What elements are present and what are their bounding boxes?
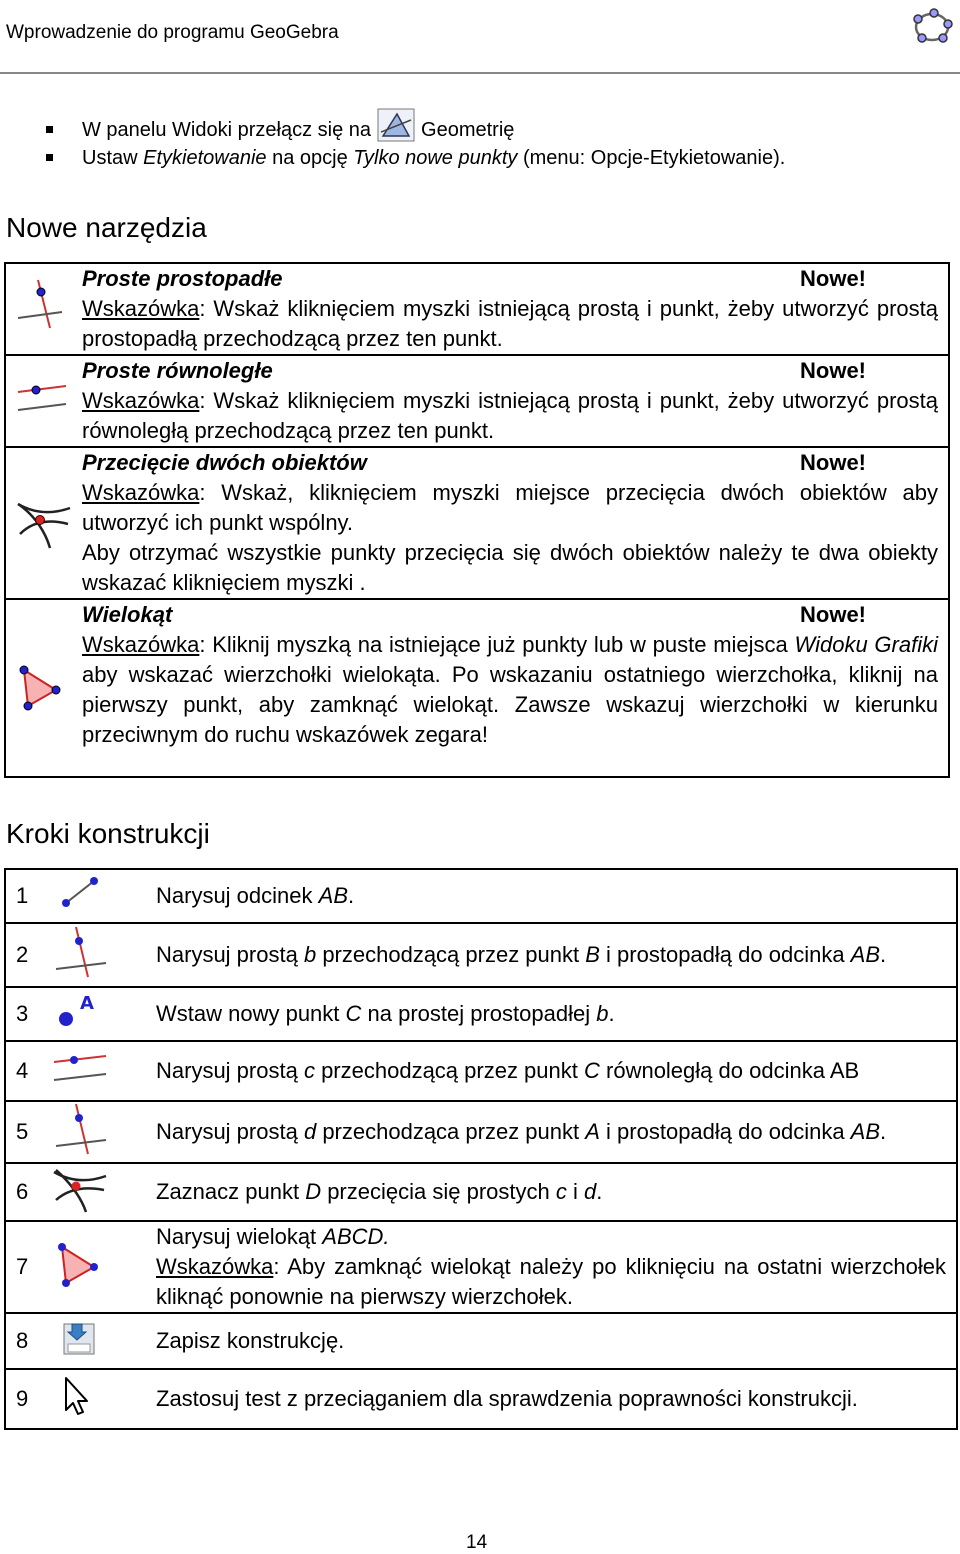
step-text: Zapisz konstrukcję. bbox=[156, 1313, 957, 1369]
tool-name: Przecięcie dwóch obiektów bbox=[82, 450, 367, 475]
step-number: 8 bbox=[5, 1313, 52, 1369]
tools-table bbox=[4, 262, 950, 778]
tools-heading: Nowe narzędzia bbox=[6, 212, 207, 243]
step-text: Narysuj prostą b przechodzącą przez punkt B i prostopadłą do odcinka AB. bbox=[156, 923, 957, 987]
hint-label: Wskazówka bbox=[82, 388, 200, 413]
new-badge: Nowe! bbox=[800, 602, 866, 627]
step-text: Narysuj prostą c przechodzącą przez punkt C równoległą do odcinka AB bbox=[156, 1041, 957, 1101]
page-number: 14 bbox=[466, 1532, 488, 1553]
step-number: 7 bbox=[5, 1221, 52, 1313]
new-point-icon bbox=[52, 987, 156, 1041]
tool-entry bbox=[6, 354, 948, 446]
header-title: Wprowadzenie do programu GeoGebra bbox=[6, 22, 339, 43]
perpendicular-line-icon bbox=[52, 1101, 156, 1163]
step-number: 9 bbox=[5, 1369, 52, 1429]
table-row bbox=[5, 1313, 957, 1369]
table-row bbox=[5, 1101, 957, 1163]
bullet-text: (menu: Opcje-Etykietowanie). bbox=[517, 147, 786, 169]
tool-name: Proste prostopadłe bbox=[82, 266, 283, 291]
new-badge: Nowe! bbox=[800, 358, 866, 383]
parallel-line-icon bbox=[52, 1041, 156, 1101]
hint-text: aby wskazać wierzchołki wielokąta. Po wskazaniu ostatniego wierzchołka, kliknij na pierwszy punkt, aby zamknąć wielokąt. Zawsze wskazuj wierzchołki w kierunku przeciwnym do ruchu wskazówek zegara! bbox=[82, 662, 938, 747]
hint-label: Wskazówka bbox=[82, 480, 200, 505]
svg-text:A: A bbox=[80, 993, 94, 1014]
step-text: Zastosuj test z przeciąganiem dla sprawdzenia poprawności konstrukcji. bbox=[156, 1369, 957, 1429]
step-number: 6 bbox=[5, 1163, 52, 1221]
hint-label: Wskazówka bbox=[82, 296, 200, 321]
step-text: Zaznacz punkt D przecięcia się prostych c i d. bbox=[156, 1163, 957, 1221]
tool-entry bbox=[6, 446, 948, 598]
step-number: 1 bbox=[5, 869, 52, 923]
step-number: 2 bbox=[5, 923, 52, 987]
segment-icon bbox=[52, 869, 156, 923]
perpendicular-line-icon bbox=[52, 923, 156, 987]
polygon-icon bbox=[16, 662, 66, 717]
bullet-text: na opcję bbox=[266, 147, 354, 169]
steps-table bbox=[4, 868, 958, 1430]
hint-text: : Kliknij myszką na istniejące już punkty lub w puste miejsca bbox=[199, 632, 795, 657]
hint-extra: Aby otrzymać wszystkie punkty przecięcia się dwóch obiektów należy te dwa obiekty wskazać kliknięciem myszki . bbox=[82, 540, 938, 595]
step-text: Narysuj wielokąt ABCD. Wskazówka: Aby zamknąć wielokąt należy po kliknięciu na ostatni wierzchołek kliknąć ponownie na pierwszy wierzchołek. bbox=[156, 1221, 957, 1313]
step-number: 5 bbox=[5, 1101, 52, 1163]
table-row bbox=[5, 1221, 957, 1313]
hint-text: : Wskaż kliknięciem myszki istniejącą prostą i punkt, żeby utworzyć prostą równoległą przechodzącą przez ten punkt. bbox=[82, 388, 938, 443]
intersect-icon bbox=[16, 494, 72, 555]
step-number: 3 bbox=[5, 987, 52, 1041]
geometry-view-icon bbox=[377, 119, 415, 142]
table-row bbox=[5, 1041, 957, 1101]
intersect-icon bbox=[52, 1163, 156, 1221]
steps-heading: Kroki konstrukcji bbox=[6, 818, 210, 849]
new-badge: Nowe! bbox=[800, 450, 866, 475]
bullet-text: Etykietowanie bbox=[143, 147, 267, 169]
bullet-text: Tylko nowe punkty bbox=[353, 147, 518, 169]
table-row bbox=[5, 1369, 957, 1429]
new-badge: Nowe! bbox=[800, 266, 866, 291]
page-header bbox=[0, 0, 960, 72]
table-row bbox=[5, 869, 957, 923]
step-text: Narysuj odcinek AB. bbox=[156, 869, 957, 923]
table-row bbox=[5, 1163, 957, 1221]
polygon-icon bbox=[52, 1221, 156, 1313]
parallel-line-icon bbox=[16, 378, 68, 423]
hint-text: : Wskaż, kliknięciem myszki miejsce przecięcia dwóch obiektów aby utworzyć ich punkt wspólny. bbox=[82, 480, 938, 535]
bullet-marker bbox=[46, 154, 53, 161]
hint-text: : Wskaż kliknięciem myszki istniejącą prostą i punkt, żeby utworzyć prostą prostopadłą przechodzącą przez ten punkt. bbox=[82, 296, 938, 351]
bullet-text: Geometrię bbox=[421, 119, 515, 141]
header-rule bbox=[0, 72, 960, 74]
bullet-marker bbox=[46, 126, 53, 133]
save-icon bbox=[52, 1313, 156, 1369]
hint-label: Wskazówka bbox=[82, 632, 200, 657]
bullet-text: W panelu Widoki przełącz się na bbox=[82, 119, 372, 141]
move-cursor-icon bbox=[52, 1369, 156, 1429]
geogebra-logo-icon bbox=[910, 6, 954, 51]
tool-entry bbox=[6, 264, 948, 354]
tool-entry bbox=[6, 598, 948, 776]
tool-name: Wielokąt bbox=[82, 602, 173, 627]
perpendicular-line-icon bbox=[16, 278, 64, 335]
table-row bbox=[5, 987, 957, 1041]
tool-name: Proste równoległe bbox=[82, 358, 273, 383]
step-text: Narysuj prostą d przechodząca przez punkt A i prostopadłą do odcinka AB. bbox=[156, 1101, 957, 1163]
step-text: Wstaw nowy punkt C na prostej prostopadłej b. bbox=[156, 987, 957, 1041]
bullet-text: Ustaw bbox=[82, 147, 144, 169]
hint-text: Widoku Grafiki bbox=[794, 632, 938, 657]
table-row bbox=[5, 923, 957, 987]
step-number: 4 bbox=[5, 1041, 52, 1101]
